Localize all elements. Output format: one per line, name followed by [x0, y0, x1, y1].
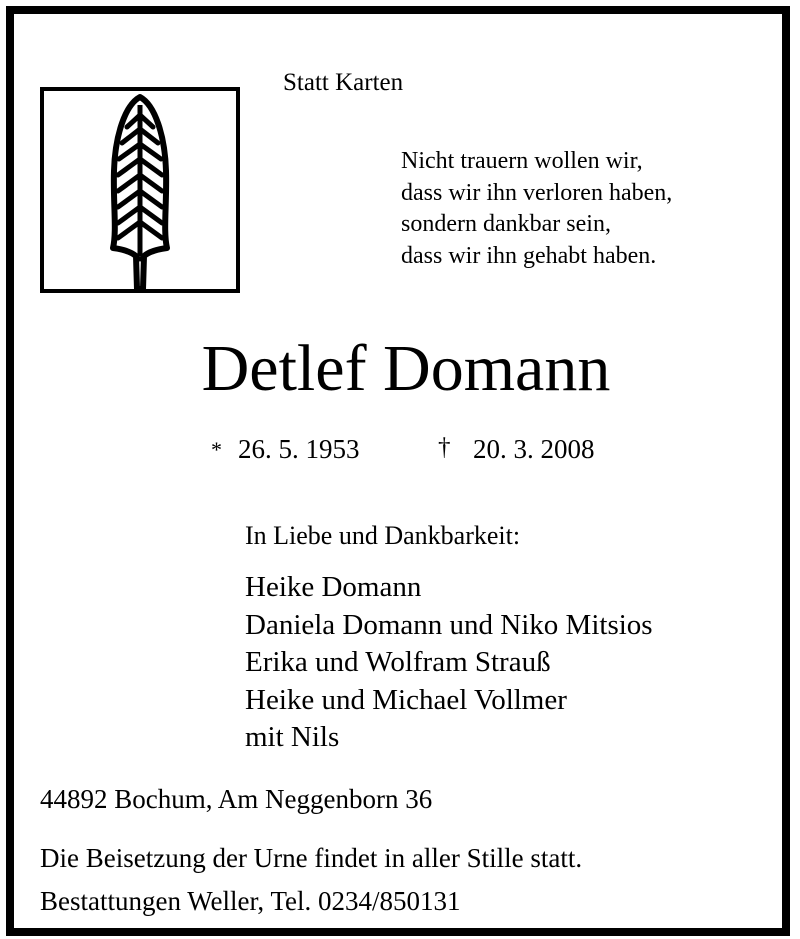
- feather-leaf-icon: [44, 91, 236, 289]
- poem-line: sondern dankbar sein,: [401, 211, 611, 237]
- mourner-line: mit Nils: [245, 721, 340, 753]
- death-cross-icon: †: [438, 434, 451, 461]
- footer: [40, 837, 582, 923]
- undertaker-contact: Bestattungen Weller, Tel. 0234/850131: [40, 886, 461, 916]
- mourner-line: Heike Domann: [245, 571, 422, 603]
- poem-line: dass wir ihn gehabt haben.: [401, 242, 657, 269]
- birth-date: 26. 5. 1953: [238, 434, 360, 464]
- poem-line: dass wir ihn verloren haben,: [401, 179, 673, 206]
- mourner-line: Daniela Domann und Niko Mitsios: [245, 608, 653, 641]
- mourners-intro: In Liebe und Dankbarkeit:: [245, 521, 521, 550]
- poem: [401, 146, 672, 272]
- emblem-box: [40, 87, 240, 293]
- poem-line: Nicht trauern wollen wir,: [401, 148, 643, 174]
- death-date: 20. 3. 2008: [473, 434, 595, 464]
- mourner-line: Erika und Wolfram Strauß: [245, 646, 551, 678]
- birth-star-icon: *: [211, 437, 222, 462]
- mourners-list: [245, 569, 653, 757]
- deceased-name: Detlef Domann: [201, 332, 611, 405]
- header-text: Statt Karten: [283, 69, 404, 96]
- funeral-note: Die Beisetzung der Urne findet in aller Stille statt.: [40, 843, 583, 873]
- mourner-line: Heike und Michael Vollmer: [245, 683, 567, 716]
- obituary-frame: [6, 6, 790, 936]
- address: 44892 Bochum, Am Neggenborn 36: [40, 784, 433, 814]
